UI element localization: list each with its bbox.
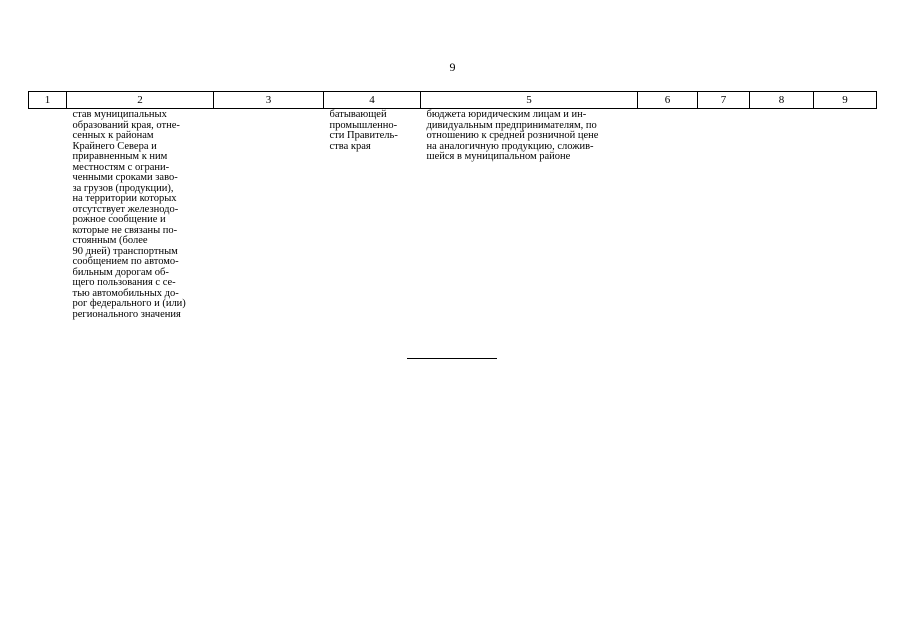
table-cell-col7 — [698, 109, 750, 321]
table-cell-col6 — [638, 109, 698, 321]
table-row — [29, 109, 877, 321]
table-cell-col5 — [421, 109, 638, 321]
cell-text-col2: став муниципальных образований края, отне- сенных к районам Крайнего Севера и приравненным к ним местностям с ограни- ченными сроками заво- за грузов (продукции), на территории которых отсутствует железнодо- рожное сообщение и которые не связаны по- стоянным (более 90 дней) транспортным сообщением по автомо- бильным дорогам об- щего пользования с се- тью автомобильных до- рог федерального и (или) регионального значения — [72, 109, 186, 320]
table-cell-col3 — [214, 109, 324, 321]
data-table — [28, 91, 877, 320]
column-header-1: 1 — [29, 92, 67, 109]
column-header-2: 2 — [67, 92, 214, 109]
table-cell-col2 — [67, 109, 214, 321]
table-header-row — [29, 92, 877, 109]
table-cell-col4 — [324, 109, 421, 321]
page-number: 9 — [449, 60, 456, 74]
cell-text-col5: бюджета юридическим лицам и ин- дивидуальным предпринимателям, по отношению к средней розничной цене на аналогичную продукцию, сложив- шейся в муниципальном районе — [426, 109, 599, 162]
table-cell-col8 — [750, 109, 814, 321]
table-cell-col1 — [29, 109, 67, 321]
column-header-4: 4 — [324, 92, 421, 109]
column-header-6: 6 — [638, 92, 698, 109]
column-header-7: 7 — [698, 92, 750, 109]
cell-text-col4: батывающей промышленно- сти Правитель- ства края — [329, 109, 398, 152]
end-of-document-rule — [407, 358, 497, 359]
column-header-5: 5 — [421, 92, 638, 109]
column-header-8: 8 — [750, 92, 814, 109]
table-cell-col9 — [814, 109, 877, 321]
column-header-9: 9 — [814, 92, 877, 109]
column-header-3: 3 — [214, 92, 324, 109]
